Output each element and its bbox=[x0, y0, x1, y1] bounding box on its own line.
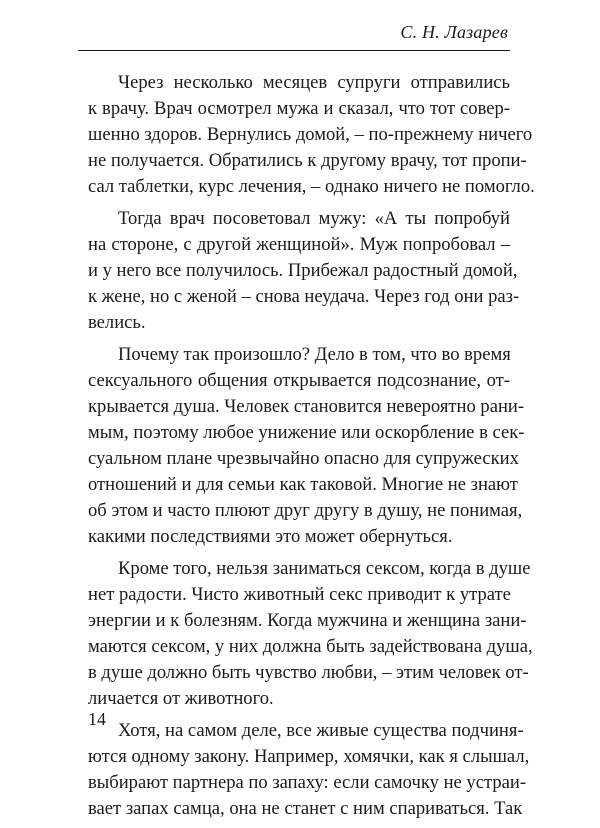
text-line: маются сексом, у них должна быть задействована душа, bbox=[88, 636, 533, 657]
body-text bbox=[88, 70, 535, 828]
text-line: крывается душа. Человек становится невероятно рани- bbox=[88, 396, 525, 417]
text-line: ются одному закону. Например, хомячки, как я слышал, bbox=[88, 746, 530, 767]
text-line: мым, поэтому любое унижение или оскорбление в сек- bbox=[88, 422, 525, 443]
text-line: и у него все получилось. Прибежал радостный домой, bbox=[88, 260, 518, 281]
text-line: вает запах самца, она не станет с ним спариваться. Так bbox=[88, 798, 523, 819]
paragraph bbox=[88, 718, 530, 822]
text-line: шенно здоров. Вернулись домой, – по-прежнему ничего bbox=[88, 124, 533, 145]
running-header-author: С. Н. Лазарев bbox=[400, 22, 508, 42]
text-line: сексуального общения открывается подсознание, от- bbox=[88, 370, 510, 391]
text-line: Кроме того, нельзя заниматься сексом, когда в душе bbox=[118, 558, 531, 579]
text-line: Через несколько месяцев супруги отправились bbox=[118, 72, 510, 93]
text-line: энергии и к болезням. Когда мужчина и женщина зани- bbox=[88, 610, 527, 631]
paragraph bbox=[88, 206, 520, 336]
text-line: к врачу. Врач осмотрел мужа и сказал, что тот совер- bbox=[88, 98, 510, 119]
text-line: на стороне, с другой женщиной». Муж попробовал – bbox=[88, 234, 510, 255]
paragraph bbox=[88, 556, 533, 712]
text-line: в душе должно быть чувство любви, – этим человек от- bbox=[88, 662, 529, 683]
header-rule bbox=[78, 50, 510, 51]
text-line: сал таблетки, курс лечения, – однако ничего не помогло. bbox=[88, 176, 535, 197]
text-line: Тогда врач посоветовал мужу: «А ты попробуй bbox=[118, 208, 510, 229]
text-line: велись. bbox=[88, 312, 146, 333]
text-line: не получается. Обратились к другому врачу, тот пропи- bbox=[88, 150, 527, 171]
text-line: к жене, но с женой – снова неудача. Через год они раз- bbox=[88, 286, 520, 307]
text-line: Почему так произошло? Дело в том, что во время bbox=[118, 344, 511, 365]
page-number: 14 bbox=[88, 709, 106, 729]
paragraph bbox=[88, 342, 525, 550]
paragraph bbox=[88, 70, 535, 200]
text-line: выбирают партнера по запаху: если самочку не устраи- bbox=[88, 772, 527, 793]
text-line: личается от животного. bbox=[88, 688, 274, 709]
text-line: нет радости. Чисто животный секс приводит к утрате bbox=[88, 584, 511, 605]
text-line: Хотя, на самом деле, все живые существа подчиня- bbox=[118, 720, 524, 741]
text-line: суальном плане чрезвычайно опасно для супружеских bbox=[88, 448, 519, 469]
text-line: об этом и часто плюют друг другу в душу, не понимая, bbox=[88, 500, 523, 521]
text-line: отношений и для семьи как таковой. Многие не знают bbox=[88, 474, 518, 495]
text-line: какими последствиями это может обернуться. bbox=[88, 526, 453, 547]
